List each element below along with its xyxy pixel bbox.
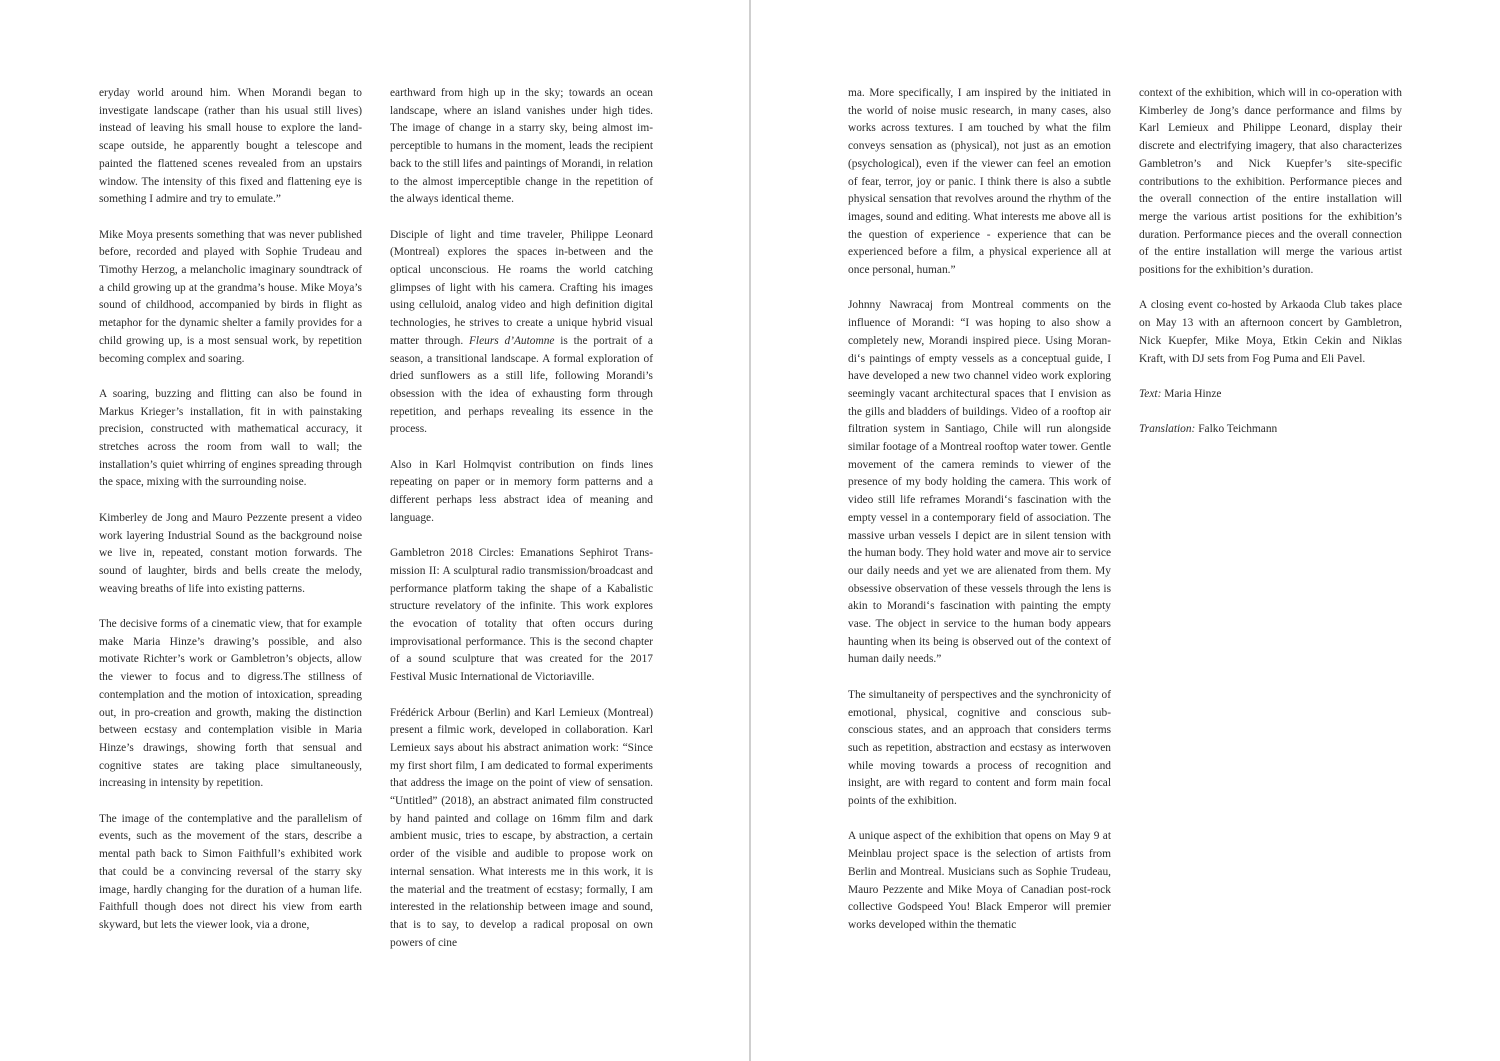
translation-credit (1139, 421, 1402, 439)
credit-label: Translation: (1139, 423, 1196, 436)
paragraph: earthward from high up in the sky; towards an ocean landscape, where an island vanishes under high tides. The image of change in a starry sky, being almost imperceptible to humans in the moment, leads the recipient back to the still lifes and paintings of Morandi, in relation to the almost imperceptible change in the repetition of the always identical theme. (390, 87, 653, 206)
paragraph: The image of the contemplative and the parallelism of events, such as the movement of the stars, describe a mental path back to Simon Faithfull’s exhibited work that could be a convincing reversal of the starry sky image, hardly changing for the duration of a human life. Faithfull though does not direct his view from earth skyward, but lets the viewer look, via a drone, (99, 812, 362, 931)
right-page-column-2 (1139, 85, 1402, 457)
work-title: Fleurs d’Automne (468, 334, 555, 347)
paragraph: Also in Karl Holmqvist contribution on finds lines repeating on paper or in memory form patterns and a different perhaps less abstract idea of meaning and language. (390, 458, 653, 524)
left-page-column-1 (99, 85, 362, 952)
paragraph: The simultaneity of perspectives and the synchronicity of emotional, physical, cognitive and conscious sub-conscious states, and an approach that considers terms such as repetition, abstraction and ecstasy as interwoven while moving towards a process of recognition and insight, are with regard to content and form main focal points of the exhibition. (848, 688, 1111, 808)
page-gutter-divider (749, 0, 751, 1061)
paragraph-text: Disciple of light and time traveler, Philippe Leonard (Montreal) explores the spaces in-between and the optical unconscious. He roams the world catching glimpses of light with his camera. Crafting his images using celluloid, analog video and high definition digital technologies, he strives to create a unique hybrid visual matter through. (390, 228, 653, 347)
paragraph: Gambletron 2018 Circles: Emanations Sephirot Transmission II: A sculptural radio transmission/broadcast and performance platform taking the shape of a Kabalistic structure revelatory of the infinite. This work explores the evocation of totality that often occurs during improvisational performance. This is the second chapter of a sound sculpture that was created for the 2017 Festival Music International de Victoriaville. (390, 547, 653, 684)
right-page-column-1 (848, 85, 1111, 952)
paragraph: A unique aspect of the exhibition that opens on May 9 at Meinblau project space is the selection of artists from Berlin and Montreal. Musicians such as Sophie Trudeau, Mauro Pezzente and Mike Moya of Canadian post-rock collective Godspeed You! Black Emperor will premier works developed within the thematic (848, 830, 1111, 931)
paragraph: Kimberley de Jong and Mauro Pezzente present a video work layering Industrial Sound as the background noise we live in, repeated, constant motion forwards. The sound of laughter, birds and bells create the melody, weaving breaths of life into existing patterns. (99, 511, 362, 595)
paragraph: The decisive forms of a cinematic view, that for example make Maria Hinze’s drawing’s possible, and also motivate Richter’s work or Gambletron’s objects, allow the viewer to focus and to digress.The stillness of contemplation and the motion of intoxication, spreading out, in pro-creation and growth, making the distinction between ecstasy and contemplation visible in Maria Hinze’s drawings, showing forth that sensual and cognitive states are taking place simultaneously, increasing in intensity by repetition. (99, 618, 362, 790)
paragraph: Frédérick Arbour (Berlin) and Karl Lemieux (Montreal) present a filmic work, developed in collaboration. Karl Lemieux says about his abstract animation work: “Since my first short film, I am dedicated to formal experiments that address the image on the point of view of sensation. “Untitled” (2018), an abstract animated film constructed by hand painted and collage on 16mm film and dark ambient music, tries to escape, by abstraction, a certain order of the visible and audible to propose work on internal sensation. What interests me in this work, it is the material and the treatment of ecstasy; formally, I am interested in the relationship between image and sound, that is to say, to develop a radical proposal on own powers of cine (390, 706, 653, 949)
credit-name: Falko Teichmann (1195, 423, 1278, 436)
text-credit (1139, 386, 1402, 404)
paragraph: context of the exhibition, which will in co-operation with Kimberley de Jong’s dance performance and films by Karl Lemieux and Philippe Leonard, display their discrete and electrifying imagery, that also characterizes Gambletron’s and Nick Kuepfer’s site-specific contributions to the exhibition. Performance pieces and the overall connection of the entire installation will merge the various artist positions for the exhibition’s duration. Performance pieces and the overall connection of the entire installation will merge the various artist positions for the exhibition’s duration. (1139, 87, 1402, 277)
left-page-column-2 (390, 85, 653, 970)
credit-name: Maria Hinze (1161, 387, 1222, 400)
paragraph-text: is the portrait of a season, a transitional landscape. A formal exploration of dried sunflowers as a still life, following Morandi’s obsession with the idea of exhausting form through repetition, and perhaps revealing its essence in the process. (390, 334, 653, 436)
credit-label: Text: (1139, 387, 1162, 400)
paragraph (390, 227, 653, 439)
paragraph: A closing event co-hosted by Arkaoda Club takes place on May 13 with an afternoon concert by Gambletron, Nick Kuepfer, Mike Moya, Etkin Cekin and Niklas Kraft, with DJ sets from Fog Puma and Eli Pavel. (1139, 299, 1402, 365)
paragraph: Johnny Nawracaj from Montreal comments on the influence of Morandi: “I was hoping to also show a completely new, Morandi inspired piece. Using Morandi‘s paintings of empty vessels as a conceptual guide, I have developed a new two channel video work exploring seemingly vacant architectural spaces that I envision as the gills and bladders of buildings. Video of a rooftop air filtration system in Santiago, Chile will run alongside similar footage of a Montreal rooftop water tower. Gentle movement of the camera reminds to viewer of the presence of my body holding the camera. This work of video still life reframes Morandi‘s fascination with the empty vessel in a contemporary field of association. The massive urban vessels I depict are in silent tension with the human body. They hold water and move air to service our daily needs and yet we are alienated from them. My obsessive observation of these vessels through the lens is akin to Morandi‘s fascination with painting the empty vase. The object in service to the human body appears haunting when its being is observed out of the context of human daily needs.” (848, 299, 1111, 666)
paragraph: ma. More specifically, I am inspired by the initiated in the world of noise music research, in many cases, also works across textures. I am touched by what the film conveys sensation as (physical), not just as an emotion (psychological), even if the viewer can feel an emotion of fear, terror, joy or panic. I think there is also a subtle physical sensation that revolves around the rhythm of the images, sound and editing. What interests me above all is the question of experience - experience that can be experienced before a film, a physical experience all at once personal, human.” (848, 87, 1111, 277)
paragraph: Mike Moya presents something that was never published before, recorded and played with Sophie Trudeau and Timothy Herzog, a melancholic imaginary soundtrack of a child growing up at the grandma’s house. Mike Moya’s sound of childhood, accompanied by birds in flight as metaphor for the dynamic shelter a family provides for a child growing up, is a most sensual work, by repetition becoming complex and soaring. (99, 228, 362, 365)
paragraph: eryday world around him. When Morandi began to investigate landscape (rather than his usual still lives) instead of leaving his small house to explore the landscape outside, he apparently bought a telescope and painted the flattened scenes revealed from an upstairs window. The intensity of this fixed and flattening eye is something I admire and try to emulate.” (99, 87, 362, 206)
paragraph: A soaring, buzzing and flitting can also be found in Markus Krieger’s installation, fit in with painstaking precision, constructed with mathematical accuracy, it stretches across the room from wall to wall; the installation’s quiet whirring of engines spreading through the space, mixing with the surrounding noise. (99, 387, 362, 489)
